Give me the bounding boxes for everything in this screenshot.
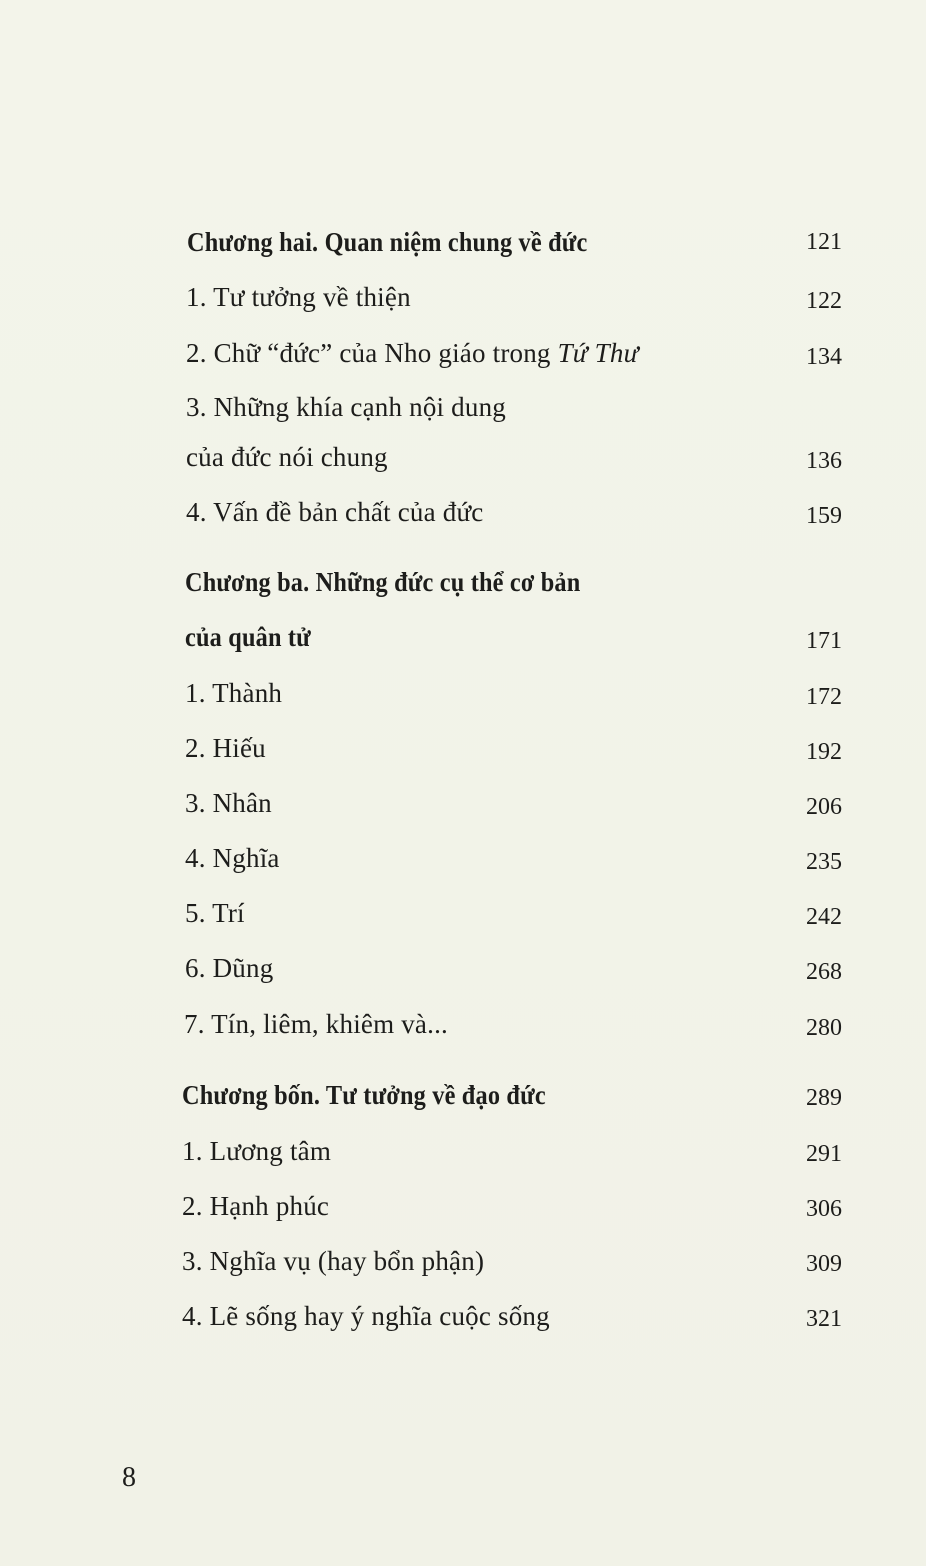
toc-entry-chapter-2 [0, 222, 926, 262]
toc-entry-page: 289 [806, 1085, 842, 1111]
toc-entry-label: 1. Thành [185, 678, 283, 708]
toc-entry-label: 6. Dũng [185, 953, 274, 983]
toc-entry-3-1 [0, 673, 926, 713]
toc-entry-page: 306 [806, 1196, 842, 1222]
toc-entry-label: 2. Hiếu [185, 733, 266, 763]
toc-entry-page: 136 [806, 448, 842, 474]
toc-entry-4-3 [0, 1241, 926, 1281]
toc-entry-chapter-3-line2 [0, 617, 926, 657]
toc-entry-label: 4. Nghĩa [185, 843, 280, 873]
toc-entry-2-3-line2 [0, 437, 926, 477]
toc-entry-2-4 [0, 492, 926, 532]
toc-entry-label: 3. Nghĩa vụ (hay bổn phận) [182, 1246, 485, 1276]
toc-entry-label: 3. Nhân [185, 788, 272, 818]
toc-entry-page: 309 [806, 1251, 842, 1277]
toc-entry-3-4 [0, 838, 926, 878]
toc-entry-label: của đức nói chung [186, 442, 388, 472]
toc-entry-page: 235 [806, 849, 842, 875]
toc-entry-4-2 [0, 1186, 926, 1226]
toc-entry-chapter-3-line1 [0, 562, 926, 602]
toc-entry-page: 206 [806, 794, 842, 820]
toc-entry-4-4 [0, 1296, 926, 1336]
toc-entry-page: 280 [806, 1015, 842, 1041]
book-title-italic: Tứ Thư [557, 338, 639, 368]
toc-entry-3-6 [0, 948, 926, 988]
toc-entry-2-2 [0, 333, 926, 373]
toc-entry-page: 121 [806, 229, 842, 255]
toc-entry-label: 3. Những khía cạnh nội dung [186, 392, 506, 422]
page-number: 8 [122, 1462, 136, 1493]
toc-entry-3-7 [0, 1004, 926, 1044]
toc-entry-label: 4. Lẽ sống hay ý nghĩa cuộc sống [182, 1301, 550, 1331]
toc-entry-label: Chương hai. Quan niệm chung về đức [187, 227, 588, 257]
toc-entry-label: Chương ba. Những đức cụ thể cơ bản [185, 567, 581, 597]
toc-entry-label [186, 333, 639, 373]
toc-entry-label-text: 2. Chữ “đức” của Nho giáo trong [186, 338, 558, 368]
toc-entry-label: của quân tử [185, 622, 311, 652]
toc-entry-page: 122 [806, 288, 842, 314]
toc-entry-chapter-4 [0, 1075, 926, 1115]
toc-entry-page: 321 [806, 1306, 842, 1332]
toc-entry-2-3-line1 [0, 387, 926, 427]
toc-entry-label: 1. Lương tâm [182, 1136, 332, 1166]
toc-entry-3-5 [0, 893, 926, 933]
toc-entry-label: 7. Tín, liêm, khiêm và... [184, 1009, 448, 1039]
toc-entry-3-2 [0, 728, 926, 768]
toc-entry-page: 172 [806, 684, 842, 710]
toc-entry-label: 5. Trí [185, 898, 245, 928]
toc-entry-page: 134 [806, 344, 842, 370]
toc-entry-page: 268 [806, 959, 842, 985]
toc-entry-label: Chương bốn. Tư tưởng về đạo đức [182, 1080, 546, 1110]
toc-entry-page: 159 [806, 503, 842, 529]
toc-entry-4-1 [0, 1131, 926, 1171]
toc-entry-3-3 [0, 783, 926, 823]
toc-entry-page: 171 [806, 628, 842, 654]
toc-entry-page: 291 [806, 1141, 842, 1167]
toc-entry-label: 4. Vấn đề bản chất của đức [186, 497, 484, 527]
toc-entry-label: 2. Hạnh phúc [182, 1191, 330, 1221]
toc-entry-page: 192 [806, 739, 842, 765]
toc-entry-page: 242 [806, 904, 842, 930]
toc-entry-label: 1. Tư tưởng về thiện [186, 282, 411, 312]
toc-entry-2-1 [0, 277, 926, 317]
